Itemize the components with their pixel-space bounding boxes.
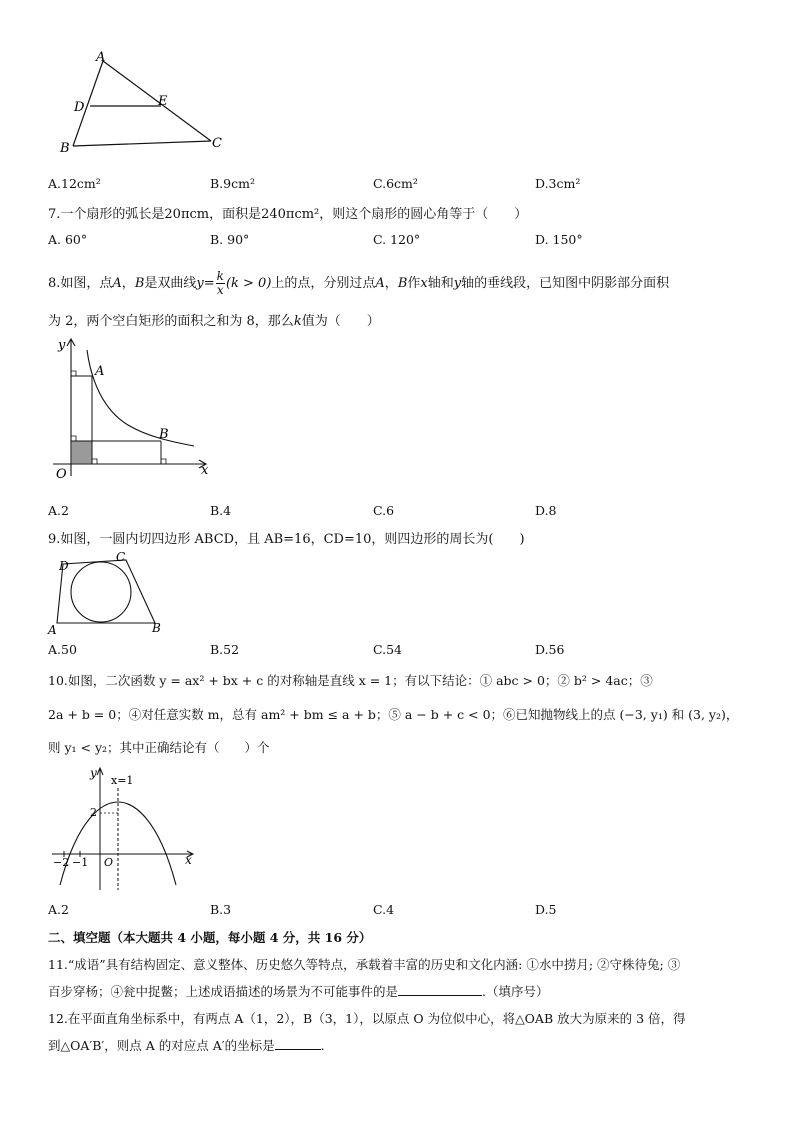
q9-option-d[interactable]: D.56 xyxy=(535,642,565,657)
q8-option-d[interactable]: D.8 xyxy=(535,503,557,518)
fig10-x1-label: x=1 xyxy=(111,774,134,787)
fig10-two-label: 2 xyxy=(90,806,97,819)
fig10-y-label: y xyxy=(90,766,97,780)
q7-question: 7.一个扇形的弧长是20πcm，面积是240πcm²，则这个扇形的圆心角等于（ ） xyxy=(48,207,528,222)
q9-question: 9.如图，一圆内切四边形 ABCD，且 AB=16，CD=10，则四边形的周长为( ) xyxy=(48,532,525,547)
label-B: B xyxy=(60,141,70,156)
hyperbola-figure xyxy=(48,335,223,485)
fraction-k-over-x: $\frac{k}{x}$ xyxy=(216,269,224,297)
fig8-B-label: B xyxy=(159,427,169,442)
q10-option-c[interactable]: C.4 xyxy=(373,902,395,917)
fig8-x-label: x xyxy=(201,463,209,478)
q7-option-c[interactable]: C. 120° xyxy=(373,232,421,247)
fig10-neg1-label: −1 xyxy=(72,856,89,869)
q6-option-c[interactable]: C.6cm² xyxy=(373,176,418,191)
q7-option-b[interactable]: B. 90° xyxy=(210,232,250,247)
q10-option-a[interactable]: A.2 xyxy=(48,902,69,917)
q12-question-line1: 12.在平面直角坐标系中，有两点 A（1，2），B（3，1），以原点 O 为位似中心，将△OAB 放大为原来的 3 倍，得 xyxy=(48,1011,686,1026)
fig8-origin-label: O xyxy=(56,467,67,482)
label-A: A xyxy=(96,50,106,65)
q7-option-d[interactable]: D. 150° xyxy=(535,232,583,247)
q8-question-line1: 8.如图，点A，B是双曲线y= $\frac{k}{x}$ (k > 0)上的点，分别过点A，B作x轴和y轴的垂线段，已知图中阴影部分面积 xyxy=(48,269,670,297)
q10-option-b[interactable]: B.3 xyxy=(210,902,232,917)
q8-option-c[interactable]: C.6 xyxy=(373,503,395,518)
q9-option-a[interactable]: A.50 xyxy=(48,642,77,657)
q10-question-line3: 则 y₁ < y₂；其中正确结论有（ ）个 xyxy=(48,740,270,755)
triangle-figure xyxy=(50,45,230,160)
label-C: C xyxy=(212,136,222,151)
fig9-A-label: A xyxy=(48,623,57,636)
q8-option-a[interactable]: A.2 xyxy=(48,503,69,518)
q6-option-a[interactable]: A.12cm² xyxy=(48,176,101,191)
q9-option-c[interactable]: C.54 xyxy=(373,642,402,657)
q11-answer-blank[interactable] xyxy=(398,983,482,996)
parabola-figure xyxy=(48,762,198,894)
q8-question-line2: 为 2，两个空白矩形的面积之和为 8，那么k值为（ ） xyxy=(48,314,380,329)
fig8-y-label: y xyxy=(58,338,66,353)
fig9-C-label: C xyxy=(116,550,126,564)
fig9-D-label: D xyxy=(59,559,69,573)
q10-question-line2: 2a + b = 0；④对任意实数 m，总有 am² + bm ≤ a + b；⑤ a − b + c < 0；⑥已知抛物线上的点 (−3, y₁) 和 (3, y₂)， xyxy=(48,707,739,722)
q11-question-line1: 11.“成语”具有结构固定、意义整体、历史悠久等特点，承载着丰富的历史和文化内涵: ①水中捞月; ②守株待兔; ③ xyxy=(48,957,681,972)
q6-option-d[interactable]: D.3cm² xyxy=(535,176,581,191)
q7-option-a[interactable]: A. 60° xyxy=(48,232,88,247)
fig8-A-label: A xyxy=(95,364,105,379)
q10-question-line1: 10.如图，二次函数 y = ax² + bx + c 的对称轴是直线 x = 1；有以下结论：① abc > 0；② b² > 4ac；③ xyxy=(48,673,653,688)
fig10-neg2-label: −2 xyxy=(53,856,70,869)
label-D: D xyxy=(74,100,85,115)
q12-question-line2: 到△OA′B′，则点 A 的对应点 A′的坐标是 . xyxy=(48,1038,325,1053)
fig10-origin-label: O xyxy=(104,856,114,869)
incircle-quadrilateral-figure xyxy=(45,548,170,636)
q12-answer-blank[interactable] xyxy=(275,1037,321,1050)
q9-option-b[interactable]: B.52 xyxy=(210,642,240,657)
label-E: E xyxy=(158,94,168,109)
section-heading: 二、填空题（本大题共 4 小题，每小题 4 分，共 16 分） xyxy=(48,930,372,945)
q10-option-d[interactable]: D.5 xyxy=(535,902,557,917)
q11-question-line2: 百步穿杨；④瓮中捉鳖；上述成语描述的场景为不可能事件的是 .（填序号） xyxy=(48,984,549,999)
q8-option-b[interactable]: B.4 xyxy=(210,503,232,518)
q6-option-b[interactable]: B.9cm² xyxy=(210,176,255,191)
fig10-x-label: x xyxy=(185,853,192,867)
fig9-B-label: B xyxy=(152,621,161,635)
